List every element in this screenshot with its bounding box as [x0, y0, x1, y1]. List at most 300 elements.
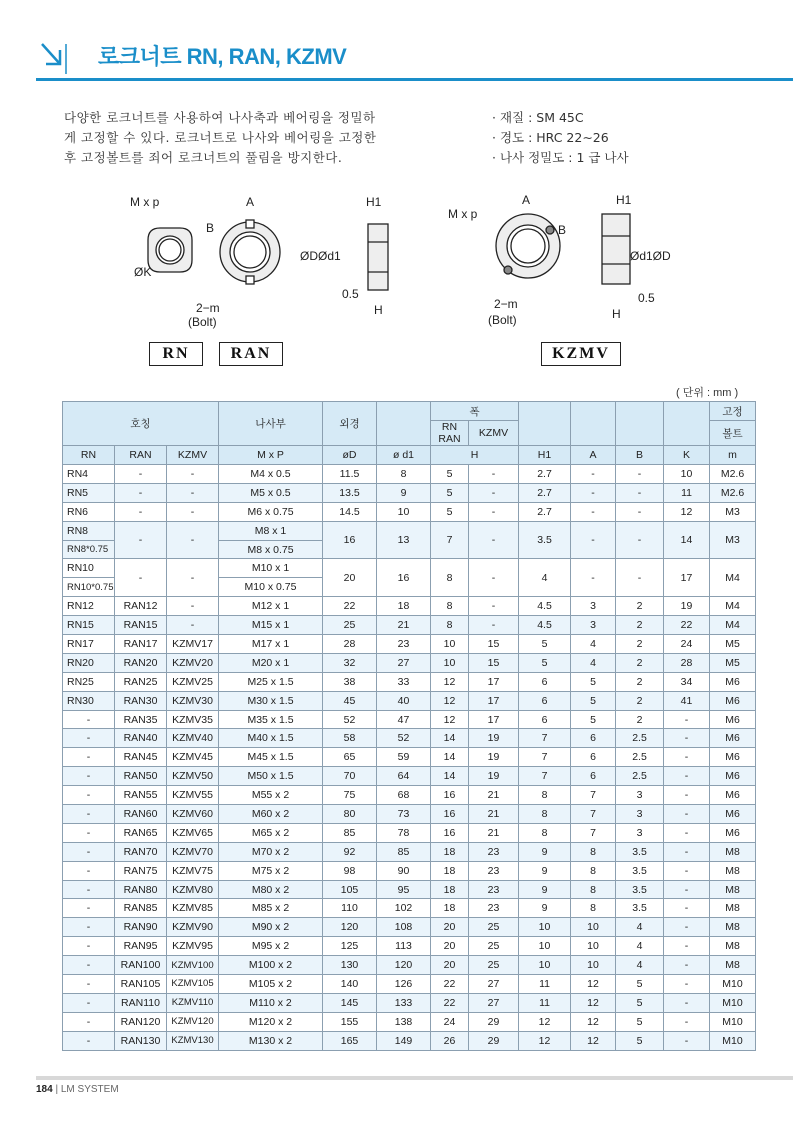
table-cell: 20 — [431, 956, 469, 975]
table-cell: 8 — [519, 786, 571, 805]
table-cell: - — [664, 993, 710, 1012]
table-cell: 15 — [469, 653, 519, 672]
label-half-2: 0.5 — [638, 291, 655, 305]
table-cell: M8 — [710, 842, 756, 861]
table-cell: 78 — [377, 823, 431, 842]
cell-k: 14 — [664, 521, 710, 559]
table-cell: 58 — [323, 729, 377, 748]
table-cell: 38 — [323, 672, 377, 691]
table-cell: 22 — [664, 616, 710, 635]
table-cell: 41 — [664, 691, 710, 710]
table-cell: 45 — [323, 691, 377, 710]
table-cell: 23 — [469, 861, 519, 880]
table-cell: 7 — [519, 729, 571, 748]
table-cell: 16 — [431, 823, 469, 842]
table-cell: 23 — [469, 880, 519, 899]
label-k: ØK — [134, 265, 152, 279]
type-label-ran: RAN — [219, 342, 283, 366]
cell-d1: 13 — [377, 521, 431, 559]
table-cell: M8 — [710, 899, 756, 918]
table-cell: RAN90 — [115, 918, 167, 937]
table-cell: M130 x 2 — [219, 1031, 323, 1050]
table-cell: M6 — [710, 710, 756, 729]
table-cell: M6 — [710, 729, 756, 748]
table-cell: 12 — [519, 1031, 571, 1050]
table-cell: - — [63, 975, 115, 994]
table-cell: 40 — [377, 691, 431, 710]
table-cell: M110 x 2 — [219, 993, 323, 1012]
table-cell: 2 — [616, 635, 664, 654]
table-cell: - — [664, 767, 710, 786]
table-cell: M5 x 0.5 — [219, 483, 323, 502]
table-cell: - — [167, 483, 219, 502]
table-cell: - — [664, 918, 710, 937]
table-cell: - — [63, 805, 115, 824]
table-cell: - — [664, 805, 710, 824]
table-row — [63, 842, 756, 861]
col-k: K — [664, 446, 710, 465]
table-cell: M5 — [710, 653, 756, 672]
table-cell: RN4 — [63, 465, 115, 484]
table-cell: 21 — [377, 616, 431, 635]
table-cell: 23 — [377, 635, 431, 654]
table-cell: 3.5 — [616, 861, 664, 880]
table-cell: M3 — [710, 502, 756, 521]
table-cell: - — [664, 786, 710, 805]
table-cell: 3.5 — [616, 842, 664, 861]
label-a: A — [246, 195, 255, 209]
table-cell: 25 — [469, 956, 519, 975]
table-row — [63, 805, 756, 824]
table-cell: 32 — [323, 653, 377, 672]
label-mxp: M x p — [130, 195, 160, 209]
table-cell: KZMV95 — [167, 937, 219, 956]
table-cell: RAN85 — [115, 899, 167, 918]
table-cell: - — [63, 956, 115, 975]
header-name: 호칭 — [63, 402, 219, 446]
table-cell: RAN105 — [115, 975, 167, 994]
table-cell: 25 — [469, 918, 519, 937]
table-cell: - — [664, 729, 710, 748]
table-cell: M8 — [710, 937, 756, 956]
table-cell: 70 — [323, 767, 377, 786]
table-row — [63, 502, 756, 521]
table-cell: 26 — [431, 1031, 469, 1050]
table-cell: KZMV20 — [167, 653, 219, 672]
table-cell: - — [63, 899, 115, 918]
table-cell: M17 x 1 — [219, 635, 323, 654]
table-cell: - — [63, 710, 115, 729]
table-cell: 125 — [323, 937, 377, 956]
table-cell: 23 — [469, 842, 519, 861]
table-cell: M10 — [710, 975, 756, 994]
table-cell: 3.5 — [616, 899, 664, 918]
cell-a: - — [571, 559, 616, 597]
table-cell: 2 — [616, 710, 664, 729]
table-cell: 9 — [519, 861, 571, 880]
table-cell: 5 — [616, 1012, 664, 1031]
table-cell: 24 — [664, 635, 710, 654]
cell-ran: - — [115, 521, 167, 559]
intro-line: 게 고정할 수 있다. 로크너트로 나사와 베어링을 고정한 — [64, 130, 377, 145]
side-view-2 — [602, 214, 630, 284]
table-cell: - — [469, 465, 519, 484]
table-cell: 20 — [431, 918, 469, 937]
table-cell: 6 — [519, 710, 571, 729]
table-cell: 11 — [664, 483, 710, 502]
label-h1: H1 — [366, 195, 382, 209]
table-cell: 4 — [616, 937, 664, 956]
table-cell: 16 — [431, 786, 469, 805]
table-cell: KZMV17 — [167, 635, 219, 654]
table-cell: 12 — [431, 710, 469, 729]
table-cell: 7 — [519, 748, 571, 767]
col-h1: H1 — [519, 446, 571, 465]
table-cell: M45 x 1.5 — [219, 748, 323, 767]
table-cell: KZMV105 — [167, 975, 219, 994]
label-b-2: B — [558, 223, 567, 237]
table-cell: 5 — [431, 483, 469, 502]
table-cell: 7 — [519, 767, 571, 786]
cell-k: 17 — [664, 559, 710, 597]
table-cell: 19 — [469, 729, 519, 748]
table-cell: 4 — [616, 956, 664, 975]
table-cell: - — [664, 1031, 710, 1050]
table-cell: 52 — [323, 710, 377, 729]
table-row — [63, 861, 756, 880]
table-cell: - — [63, 1012, 115, 1031]
table-cell: 27 — [377, 653, 431, 672]
table-cell: 165 — [323, 1031, 377, 1050]
table-cell: 22 — [431, 993, 469, 1012]
table-cell: - — [616, 465, 664, 484]
table-cell: M8 — [710, 918, 756, 937]
header-blank — [377, 402, 431, 446]
table-cell: 17 — [469, 672, 519, 691]
table-cell: KZMV110 — [167, 993, 219, 1012]
table-row — [63, 823, 756, 842]
table-cell: 6 — [571, 748, 616, 767]
table-row — [63, 465, 756, 484]
table-cell: KZMV120 — [167, 1012, 219, 1031]
table-row — [63, 786, 756, 805]
table-cell: M6 — [710, 672, 756, 691]
table-cell: 2 — [616, 616, 664, 635]
table-cell: M2.6 — [710, 465, 756, 484]
table-cell: - — [167, 597, 219, 616]
spec-precision: · 나사 정밀도 : 1 급 나사 — [492, 150, 629, 165]
table-cell: 5 — [431, 465, 469, 484]
table-row — [63, 975, 756, 994]
header-kzmv: KZMV — [469, 421, 519, 446]
table-cell: 140 — [323, 975, 377, 994]
table-cell: 27 — [469, 993, 519, 1012]
cell-rn: RN10*0.75 — [63, 578, 115, 597]
table-cell: - — [664, 748, 710, 767]
table-cell: 80 — [323, 805, 377, 824]
footer-rule — [36, 1076, 793, 1080]
table-body-rn8 — [63, 521, 756, 559]
table-cell: 7 — [571, 786, 616, 805]
locknut-drawing — [110, 190, 730, 330]
table-cell: 18 — [431, 861, 469, 880]
rn-nut-drawing — [148, 228, 192, 272]
intro-line: 다양한 로크너트를 사용하여 나사축과 베어링을 정밀하 — [64, 110, 376, 125]
cell-mxp: M8 x 1 — [219, 521, 323, 540]
table-cell: 130 — [323, 956, 377, 975]
table-cell: 120 — [377, 956, 431, 975]
table-cell: 105 — [323, 880, 377, 899]
label-bolt-2: (Bolt) — [488, 313, 517, 327]
table-cell: - — [616, 502, 664, 521]
table-row — [63, 899, 756, 918]
table-cell: RN17 — [63, 635, 115, 654]
table-cell: M6 — [710, 748, 756, 767]
header-width: 폭 — [431, 402, 519, 421]
table-cell: M90 x 2 — [219, 918, 323, 937]
table-row — [63, 635, 756, 654]
table-cell: - — [571, 502, 616, 521]
header-screw: 나사부 — [219, 402, 323, 446]
table-cell: 11 — [519, 975, 571, 994]
table-cell: 5 — [519, 635, 571, 654]
table-cell: 10 — [664, 465, 710, 484]
col-kzmv: KZMV — [167, 446, 219, 465]
table-row — [63, 1012, 756, 1031]
table-cell: - — [469, 597, 519, 616]
col-m: m — [710, 446, 756, 465]
table-cell: KZMV80 — [167, 880, 219, 899]
table-cell: - — [469, 483, 519, 502]
table-cell: - — [664, 899, 710, 918]
label-bolt-count-2: 2−m — [494, 297, 518, 311]
table-cell: 25 — [323, 616, 377, 635]
table-cell: 17 — [469, 710, 519, 729]
intro-text — [64, 108, 444, 168]
table-cell: M55 x 2 — [219, 786, 323, 805]
table-cell: 8 — [377, 465, 431, 484]
table-cell: 5 — [571, 672, 616, 691]
table-cell: 16 — [431, 805, 469, 824]
table-cell: RAN30 — [115, 691, 167, 710]
table-row — [63, 597, 756, 616]
table-cell: M5 — [710, 635, 756, 654]
table-cell: 9 — [377, 483, 431, 502]
table-cell: KZMV75 — [167, 861, 219, 880]
table-cell: 14 — [431, 767, 469, 786]
table-cell: 28 — [664, 653, 710, 672]
table-cell: - — [63, 918, 115, 937]
table-cell: 2 — [616, 597, 664, 616]
table-row — [63, 880, 756, 899]
table-cell: M35 x 1.5 — [219, 710, 323, 729]
label-h1-2: H1 — [616, 193, 632, 207]
table-cell: M10 — [710, 993, 756, 1012]
table-cell: 3 — [571, 597, 616, 616]
page-title: 로크너트 RN, RAN, KZMV — [98, 44, 347, 69]
table-row — [63, 672, 756, 691]
table-cell: M60 x 2 — [219, 805, 323, 824]
type-label-rn: RN — [149, 342, 203, 366]
table-cell: 28 — [323, 635, 377, 654]
table-cell: 14.5 — [323, 502, 377, 521]
cell-ran: - — [115, 559, 167, 597]
table-cell: 7 — [571, 823, 616, 842]
table-cell: 21 — [469, 786, 519, 805]
table-cell: 13.5 — [323, 483, 377, 502]
table-cell: 12 — [571, 993, 616, 1012]
table-cell: 85 — [323, 823, 377, 842]
table-cell: RAN50 — [115, 767, 167, 786]
table-cell: 5 — [519, 653, 571, 672]
table-cell: M6 — [710, 691, 756, 710]
table-cell: 12 — [571, 1012, 616, 1031]
table-cell: 8 — [571, 842, 616, 861]
table-cell: RAN17 — [115, 635, 167, 654]
table-cell: RAN55 — [115, 786, 167, 805]
table-cell: 2.5 — [616, 767, 664, 786]
table-cell: KZMV85 — [167, 899, 219, 918]
cell-m: M4 — [710, 559, 756, 597]
table-row — [63, 483, 756, 502]
label-d-d1 — [300, 249, 341, 263]
table-cell: 10 — [519, 937, 571, 956]
table-cell: - — [63, 842, 115, 861]
table-cell: RAN45 — [115, 748, 167, 767]
table-cell: M100 x 2 — [219, 956, 323, 975]
table-cell: - — [115, 502, 167, 521]
table-cell: - — [571, 483, 616, 502]
table-cell: 2.7 — [519, 483, 571, 502]
table-row — [63, 616, 756, 635]
table-row — [63, 653, 756, 672]
table-cell: - — [664, 937, 710, 956]
table-cell: 8 — [571, 880, 616, 899]
cell-mxp: M8 x 0.75 — [219, 540, 323, 559]
label-d1: Ød1 — [318, 249, 341, 263]
table-cell: - — [469, 616, 519, 635]
table-cell: - — [63, 861, 115, 880]
table-cell: M2.6 — [710, 483, 756, 502]
cell-h1: 4 — [519, 559, 571, 597]
table-cell: KZMV35 — [167, 710, 219, 729]
table-cell: M6 — [710, 786, 756, 805]
header-blank — [664, 402, 710, 446]
label-d1d: Ød1ØD — [630, 249, 671, 263]
table-cell: RAN65 — [115, 823, 167, 842]
table-cell: M120 x 2 — [219, 1012, 323, 1031]
table-cell: 6 — [519, 691, 571, 710]
table-cell: 12 — [571, 1031, 616, 1050]
table-cell: 68 — [377, 786, 431, 805]
page-number: 184 — [36, 1084, 53, 1095]
table-row — [63, 729, 756, 748]
ran-nut-drawing — [220, 220, 280, 284]
table-row — [63, 521, 756, 540]
table-cell: KZMV100 — [167, 956, 219, 975]
table-cell: 18 — [431, 842, 469, 861]
table-cell: KZMV40 — [167, 729, 219, 748]
col-h: H — [431, 446, 519, 465]
table-cell: 138 — [377, 1012, 431, 1031]
table-cell: KZMV25 — [167, 672, 219, 691]
cell-h1: 3.5 — [519, 521, 571, 559]
table-cell: 4 — [571, 635, 616, 654]
table-cell: 90 — [377, 861, 431, 880]
table-cell: - — [664, 880, 710, 899]
table-cell: 18 — [377, 597, 431, 616]
cell-hk: - — [469, 521, 519, 559]
table-cell: 12 — [431, 672, 469, 691]
table-cell: 9 — [519, 880, 571, 899]
table-cell: 5 — [616, 1031, 664, 1050]
table-cell: - — [664, 823, 710, 842]
table-cell: 14 — [431, 748, 469, 767]
cell-rn: RN10 — [63, 559, 115, 578]
table-cell: 98 — [323, 861, 377, 880]
table-cell: M30 x 1.5 — [219, 691, 323, 710]
cell-hk: - — [469, 559, 519, 597]
table-cell: KZMV45 — [167, 748, 219, 767]
cell-mxp: M10 x 1 — [219, 559, 323, 578]
table-cell: 65 — [323, 748, 377, 767]
table-cell: RN6 — [63, 502, 115, 521]
table-cell: RN12 — [63, 597, 115, 616]
table-cell: KZMV130 — [167, 1031, 219, 1050]
col-d: øD — [323, 446, 377, 465]
table-cell: 8 — [519, 823, 571, 842]
table-cell: 19 — [469, 767, 519, 786]
table-cell: 12 — [664, 502, 710, 521]
table-cell: 29 — [469, 1031, 519, 1050]
label-bolt-count: 2−m — [196, 301, 220, 315]
table-cell: RAN35 — [115, 710, 167, 729]
table-cell: 18 — [431, 880, 469, 899]
table-cell: M70 x 2 — [219, 842, 323, 861]
header-rnran: RN RAN — [431, 421, 469, 446]
label-d: ØD — [300, 249, 318, 263]
table-cell: 4 — [571, 653, 616, 672]
table-cell: 5 — [616, 993, 664, 1012]
table-cell: RAN70 — [115, 842, 167, 861]
table-cell: M4 — [710, 616, 756, 635]
table-cell: - — [664, 1012, 710, 1031]
table-cell: - — [664, 861, 710, 880]
table-cell: RAN12 — [115, 597, 167, 616]
table-cell: 149 — [377, 1031, 431, 1050]
table-cell: 22 — [431, 975, 469, 994]
table-cell: 113 — [377, 937, 431, 956]
table-cell: RN20 — [63, 653, 115, 672]
table-cell: 8 — [431, 616, 469, 635]
table-cell: M40 x 1.5 — [219, 729, 323, 748]
table-cell: 33 — [377, 672, 431, 691]
spec-list — [492, 108, 752, 168]
table-cell: - — [664, 710, 710, 729]
table-cell: RAN100 — [115, 956, 167, 975]
table-cell: - — [571, 465, 616, 484]
col-a: A — [571, 446, 616, 465]
table-cell: 4.5 — [519, 616, 571, 635]
cell-kzmv: - — [167, 521, 219, 559]
table-cell: 4.5 — [519, 597, 571, 616]
spec-material: · 재질 : SM 45C — [492, 110, 584, 125]
table-cell: - — [63, 993, 115, 1012]
table-cell: 2.5 — [616, 748, 664, 767]
table-cell: RN30 — [63, 691, 115, 710]
table-cell: - — [664, 956, 710, 975]
table-cell: 22 — [323, 597, 377, 616]
